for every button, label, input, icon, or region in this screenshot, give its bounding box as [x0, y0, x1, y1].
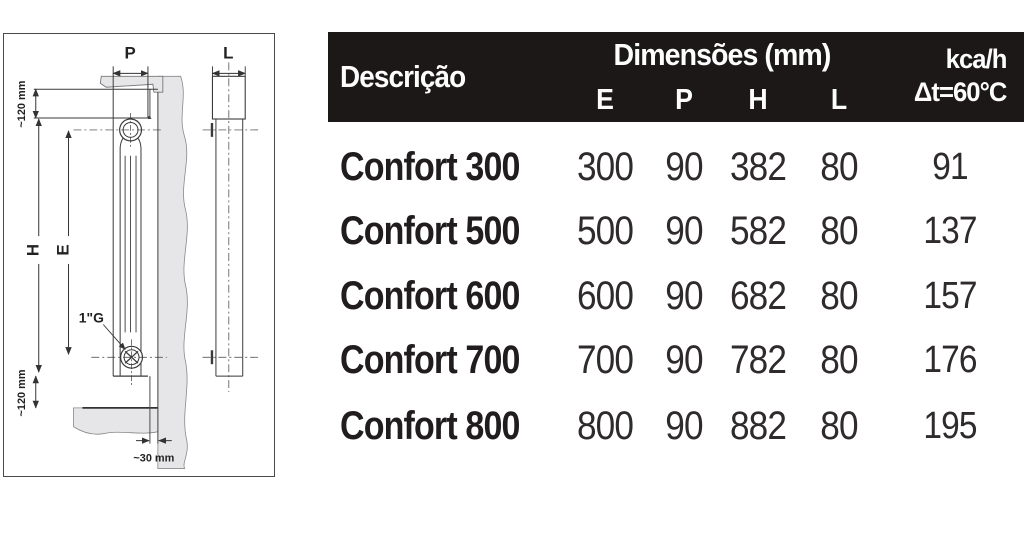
row-kcah-value: 137: [923, 210, 977, 252]
bottom-offset-label: ~120 mm: [15, 369, 28, 417]
table-row: [328, 268, 1024, 324]
row-e-value: 500: [576, 209, 634, 253]
header-col-p: P: [675, 84, 693, 116]
h-label: H: [23, 243, 43, 257]
row-h-value: 682: [729, 274, 787, 318]
header-dimensoes: Dimensões (mm): [613, 37, 831, 72]
radiator-side-view: [203, 62, 259, 392]
radiator-drawing: [4, 34, 274, 476]
row-kcah-value: 176: [923, 339, 977, 381]
l-label: L: [223, 43, 234, 63]
row-kcah-value: 195: [923, 405, 977, 447]
row-h-value: 882: [729, 404, 787, 448]
header-descricao: Descrição: [340, 59, 466, 94]
dimension-p: [113, 43, 148, 73]
row-p-value: 90: [665, 209, 703, 253]
row-e-value: 300: [576, 145, 634, 189]
row-kcah-value: 91: [932, 146, 968, 188]
row-h-value: 382: [729, 145, 787, 189]
installation-diagram: [3, 33, 275, 477]
header-col-h: H: [748, 84, 768, 116]
radiator-front-view: [34, 66, 167, 386]
dimension-bottom-offset: [16, 369, 36, 416]
row-l-value: 80: [820, 338, 858, 382]
header-kcah: [913, 43, 1006, 109]
p-label: P: [124, 43, 136, 63]
wall-face-lines: [148, 89, 158, 443]
table-row: [328, 332, 1024, 388]
header-col-e: E: [596, 84, 614, 116]
top-offset-label: ~120 mm: [15, 80, 28, 128]
row-p-value: 90: [665, 338, 703, 382]
row-e-value: 600: [576, 274, 634, 318]
dimension-h: [24, 119, 43, 372]
row-l-value: 80: [820, 209, 858, 253]
row-h-value: 782: [729, 338, 787, 382]
table-row: [328, 203, 1024, 259]
wall-gap-label: ~30 mm: [133, 452, 175, 465]
row-h-value: 582: [729, 209, 787, 253]
connection-label: 1"G: [78, 309, 104, 326]
header-kcah-unit: kca/h: [945, 44, 1006, 74]
header-col-l: L: [830, 84, 848, 116]
row-name: Confort 300: [340, 145, 520, 189]
row-l-value: 80: [820, 145, 858, 189]
connection-callout: [79, 310, 125, 350]
header-kcah-delta: Δt=60°C: [913, 77, 1006, 107]
wall-section: [158, 76, 188, 468]
row-e-value: 700: [576, 338, 634, 382]
floor-shelf: [73, 408, 157, 434]
e-label: E: [53, 244, 73, 256]
dimension-top-offset: [16, 80, 36, 127]
dimension-e: [54, 131, 73, 354]
row-kcah-value: 157: [923, 275, 977, 317]
row-l-value: 80: [820, 274, 858, 318]
row-e-value: 800: [576, 404, 634, 448]
table-row: [328, 398, 1024, 454]
row-p-value: 90: [665, 274, 703, 318]
dimension-l: [212, 43, 245, 76]
table-header: [328, 32, 1024, 122]
wall-bracket: [100, 76, 163, 92]
row-name: Confort 600: [340, 274, 520, 318]
row-name: Confort 500: [340, 209, 520, 253]
row-p-value: 90: [665, 145, 703, 189]
row-l-value: 80: [820, 404, 858, 448]
row-name: Confort 700: [340, 338, 520, 382]
row-p-value: 90: [665, 404, 703, 448]
row-name: Confort 800: [340, 404, 520, 448]
table-row: [328, 139, 1024, 195]
